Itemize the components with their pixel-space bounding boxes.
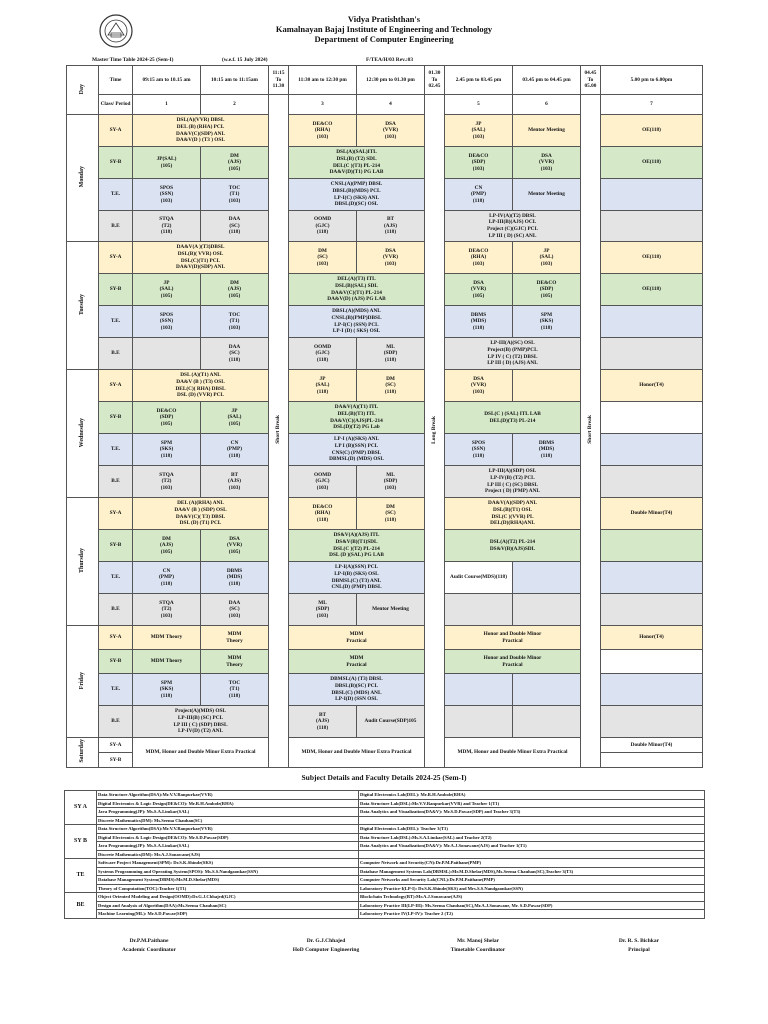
lab-cell: MDM Practical [289, 626, 425, 650]
lecture-cell: DAA (SC) (118) [201, 211, 269, 242]
empty-cell [513, 706, 581, 738]
class-sya: SY-A [99, 242, 133, 274]
lab-cell: Honor and Double Minor Practical [445, 626, 581, 650]
class-sya: SY-A [99, 370, 133, 402]
class-be: B.E [99, 338, 133, 370]
lab-cell: LP-IV(A)(T2) DBSL LP-III(B)(AJS) OCL Project (C)(GJC) PCL LP III ( D) (SC) ANL [445, 211, 581, 242]
lecture-cell: DSA (VVR) (103) [445, 370, 513, 402]
audit-course-cell: Audit Course(SDP)105 [357, 706, 425, 738]
day-header: Day [67, 66, 99, 115]
lab-cell: LP-I (A)(SKS) ANL LP I (B)(SSN) PCL CNS(C) (PMP) DBSL DBMSL(D) (MDS) OSL [289, 434, 425, 466]
subject-entry: Data Structure Lab(DSL):Mr.V.V.Ranpurkar(VVR) and Teacher 1(T1) [359, 799, 705, 808]
time-slot: 01.30 To 02.45 [425, 66, 445, 95]
empty-cell [601, 338, 703, 370]
subject-entry: Digital Electronics Lab(DEL): Teacher 3(T3) [359, 825, 705, 834]
day-wednesday: Wednesday [67, 370, 99, 498]
lecture-cell: JP (SAL) (103) [513, 242, 581, 274]
class-sya: SY-A [99, 498, 133, 530]
subject-entry: Theory of Computation(TOC):Teacher 1(T1) [97, 884, 359, 893]
lecture-cell: SPOS (SSN) (103) [133, 306, 201, 338]
lecture-cell: DE&CO (SDP) (105) [133, 402, 201, 434]
empty-cell [601, 179, 703, 211]
period-number: 2 [201, 95, 269, 115]
lecture-cell: DBMS (MDS) (118) [445, 306, 513, 338]
empty-cell [133, 338, 201, 370]
lab-cell: DSL(C ) (SAL) ITL LAB DEL(D)(T3) PL-214 [445, 402, 581, 434]
master-timetable [66, 65, 703, 768]
lecture-cell: DE&CO (RHA) (118) [289, 498, 357, 530]
lab-cell: CNSL(A)(PMP) DBSL DBSL(B)(MDS) PCL LP-I(C) (SKS) ANL DBSL(D)(SC) OSL [289, 179, 425, 211]
subject-entry: Digital Electronics & Logic Design(DE&CO): Mr.S.D.Pawar(SDP) [97, 833, 359, 842]
lecture-cell: OOMD (GJC) (103) [289, 466, 357, 498]
signatory-name: Dr. G.J.Chhajed [306, 938, 346, 944]
document-code: F/TEA/H/03 Rev.:03 [366, 57, 414, 63]
signatory-name: Dr.P.M.Paithane [129, 938, 169, 944]
double-minor-cell: Double Minor(T4) [601, 738, 703, 753]
short-break-2: Short Break [581, 95, 601, 768]
time-slot: 10:15 am to 11:15am [201, 66, 269, 95]
lecture-cell: BT (AJS) (118) [357, 211, 425, 242]
wef-date: (w.e.f. 15 July 2024) [222, 57, 268, 63]
extra-practical-cell: MDM, Honor and Double Minor Extra Practical [445, 738, 581, 768]
empty-cell [513, 674, 581, 706]
subject-entry: Digital Electronics & Logic Design(DE&CO): Mr.R.H.Ambole(RHA) [97, 799, 359, 808]
lecture-cell: DAA (SC) (118) [201, 338, 269, 370]
signatory-name: Mr. Manoj Shelar [456, 938, 500, 944]
empty-cell [601, 402, 703, 434]
class-sya: SY-A [99, 626, 133, 650]
lecture-cell: STQA (T2) (118) [133, 211, 201, 242]
lecture-cell: DM (AJS) (105) [201, 147, 269, 179]
lecture-cell: DM (SC) (103) [289, 242, 357, 274]
empty-cell [601, 466, 703, 498]
empty-cell [513, 562, 581, 594]
time-slot: 11:30 am to 12:30 pm [289, 66, 357, 95]
double-minor-cell: Double Minor(T4) [601, 498, 703, 530]
signature-academic-coordinator [104, 937, 194, 955]
lab-cell: DBMSL(A) (T3) DBSL DBSL(B)(SC) PCL DBSL(C) (MDS) ANL LP-I(D) (SSN OSL [289, 674, 425, 706]
lecture-cell: STQA (T2) (103) [133, 594, 201, 626]
time-slot: 2.45 pm to 03.45 pm [445, 66, 513, 95]
subject-entry: Laboratory Practice IV(LP-IV): Teacher 2 (T2) [359, 910, 705, 919]
subject-entry: Computer Network and Security(CN):Dr.P.M.Paithane(PMP) [359, 859, 705, 868]
lecture-cell: DE&CO (RHA) (103) [445, 242, 513, 274]
mentor-meeting-cell: Mentor Meeting [513, 115, 581, 147]
lecture-cell: MDM Theory [201, 626, 269, 650]
subject-entry: Database Management Systems Lab(DBMSL):Mr.M.D.Shelar(MDS),Ms.Seema Chauhan(SC),Teacher 3(T3) [359, 867, 705, 876]
period-number: 6 [513, 95, 581, 115]
lecture-cell: BT (AJS) (118) [289, 706, 357, 738]
empty-cell [445, 674, 513, 706]
lecture-cell: TOC (T1) (118) [201, 674, 269, 706]
subject-entry: Machine Learning(ML): Mr.S.D.Pawar(SDP) [97, 910, 359, 919]
empty-cell [601, 434, 703, 466]
subject-details-table [64, 790, 705, 919]
day-monday: Monday [67, 115, 99, 242]
lab-cell: Project(A)(MDS) OSL LP-III(B) (SC) PCL LP III ( C) (SDP) DBSL LP-IV(D) (T2) ANL [133, 706, 269, 738]
class-syb: SY-B [99, 147, 133, 179]
lecture-cell: CN (PMP) (118) [445, 179, 513, 211]
lecture-cell: CN (PMP) (118) [201, 434, 269, 466]
empty-cell [445, 594, 513, 626]
lab-cell: DSL (A)(T1) ANL DA&V (B ) (T3) OSL DEL(C)( RHA) DBSL DSL (D) (VVR) PCL [133, 370, 269, 402]
empty-cell [601, 650, 703, 674]
class-syb: SY-B [99, 753, 133, 768]
class-sya: SY-A [99, 738, 133, 753]
open-elective-cell: OE(118) [601, 147, 703, 179]
year-label: BE [65, 893, 97, 919]
subject-entry: Discrete Mathematics(DM): Ms.Seema Chauhan(SC) [97, 816, 359, 825]
day-thursday: Thursday [67, 498, 99, 626]
long-break: Long Break [425, 95, 445, 768]
period-number: 3 [289, 95, 357, 115]
subject-entry: Laboratory Practice-I(LP-I): Dr.S.K.Shinde(SKS) and Mrs.S.S.Nandgaonkar(SSN) [359, 884, 705, 893]
subject-entry: Data Structure Lab(DSL):Ms.S.A.Limkar(SAL) and Teacher 2(T2) [359, 833, 705, 842]
signatory-name: Dr. R. S. Bichkar [618, 938, 660, 944]
institute-header [0, 14, 768, 44]
open-elective-cell: OE(118) [601, 274, 703, 306]
class-period-header: Class/ Period [99, 95, 133, 115]
lecture-cell: MDM Theory [133, 626, 201, 650]
lecture-cell: DBMS (MDS) (118) [513, 434, 581, 466]
year-label: SY A [65, 791, 97, 825]
period-number: 5 [445, 95, 513, 115]
lab-cell: DSL(A)(SAL)ITL DSL(B) (T2) SDL DEL(C )(T3) PL-214 DA&V(D)(T1) PG LAB [289, 147, 425, 179]
subject-entry: Data Structure Algorithm(DSA):Mr.V.V.Ranpurkar(VVR) [97, 791, 359, 800]
subject-entry: Java Programming(JP): Ms.S.A.Limkar(SAL) [97, 842, 359, 851]
lecture-cell: CN (PMP) (118) [133, 562, 201, 594]
empty-cell [601, 211, 703, 242]
lecture-cell: DM (SC) (118) [357, 370, 425, 402]
lecture-cell: DBMS (MDS) (118) [201, 562, 269, 594]
open-elective-cell: OE(118) [601, 115, 703, 147]
day-saturday: Saturday [67, 738, 99, 768]
lecture-cell: JP (SAL) (118) [289, 370, 357, 402]
lecture-cell: DSA (VVR) (103) [357, 242, 425, 274]
lecture-cell: JP (SAL) (105) [133, 274, 201, 306]
lab-cell: DA&V(A )(T3)DBSL DSL(B)( VVR) OSL DSL(C)(T1) PCL DA&V(D)(SDP) ANL [133, 242, 269, 274]
subject-entry: Data Structure Algorithm(DSA):Mr.V.V.Ranpurkar(VVR) [97, 825, 359, 834]
year-label: TE [65, 859, 97, 893]
signature-principal [604, 937, 674, 955]
lecture-cell: OOMD (GJC) (118) [289, 338, 357, 370]
mentor-meeting-cell: Mentor Meeting [357, 594, 425, 626]
lab-cell: Honor and Double Minor Practical [445, 650, 581, 674]
subject-entry: Software Project Management(SPM): Dr.S.K.Shinde(SKS) [97, 859, 359, 868]
lecture-cell: DE&CO (SDP) (105) [513, 274, 581, 306]
honor-cell: Honor(T4) [601, 370, 703, 402]
class-te: T.E. [99, 562, 133, 594]
class-be: B.E [99, 211, 133, 242]
empty-cell [601, 674, 703, 706]
lecture-cell: SPOS (SSN) (103) [133, 179, 201, 211]
extra-practical-cell: MDM, Honor and Double Minor Extra Practical [289, 738, 425, 768]
class-syb: SY-B [99, 650, 133, 674]
lecture-cell: TOC (T1) (103) [201, 306, 269, 338]
lab-cell: DA&V(A)(T1) ITL DEL(B)(T3) ITL DA&V(C)(AJS)PL-214 DSL(D)(T2) PG Lab [289, 402, 425, 434]
empty-cell [601, 706, 703, 738]
lab-cell: DEL (A)(RHA) ANL DA&V (B ) (SDP) OSL DA&V(C)( T3) DBSL DSL (D) (T1) PCL [133, 498, 269, 530]
lecture-cell: DSA (VVR) (103) [357, 115, 425, 147]
signature-hod [266, 937, 386, 955]
lecture-cell: SPM (SKS) (118) [133, 674, 201, 706]
empty-cell [601, 562, 703, 594]
subject-entry: Laboratory Practice III(LP-III): Ms.Seema Chauhan(SC),Mr.A.J.Sonawane, Mr. S.D.Pawar(SDP) [359, 901, 705, 910]
lab-cell: DS&V(A)(AJS) ITL DS&V(B)(T1)SDL DSL(C )(T2) PL-214 DSL (D )(SAL) PG LAB [289, 530, 425, 562]
class-be: B.E [99, 466, 133, 498]
empty-cell [601, 306, 703, 338]
class-te: T.E. [99, 434, 133, 466]
lecture-cell: ML (SDP) (103) [357, 466, 425, 498]
time-slot: 04.45 To 05.00 [581, 66, 601, 95]
lab-cell: DBSL(A)(MDS) ANL CNSL(B)(PMP)DBSL LP-I(C) (SSN) PCL LP-I (D) ( SKS) OSL [289, 306, 425, 338]
time-slot: 03.45 pm to 04.45 pm [513, 66, 581, 95]
empty-cell [601, 530, 703, 562]
lab-cell: LP-III(A)(SC) OSL Project(B) (PMP)PCL LP IV ( C) (T2) DBSL LP III ( D) (AJS) ANL [445, 338, 581, 370]
trust-name: Vidya Pratishthan's [347, 14, 421, 24]
empty-cell [445, 706, 513, 738]
lecture-cell: DE&CO (SDP) (103) [445, 147, 513, 179]
lecture-cell: DSA (VVR) (103) [513, 147, 581, 179]
class-te: T.E. [99, 179, 133, 211]
lecture-cell: DM (AJS) (105) [133, 530, 201, 562]
time-slot: 12:30 pm to 01.30 pm [357, 66, 425, 95]
lab-cell: LP-III(A)(SDP) OSL LP-IV(B) (T2) PCL LP III ( C) (SC) DBSL Project ( D) (PMP) ANL [445, 466, 581, 498]
period-number: 4 [357, 95, 425, 115]
class-be: B.E [99, 594, 133, 626]
subject-entry: Database Management System(DBMS):Mr.M.D.Shelar(MDS) [97, 876, 359, 885]
lab-cell: LP-I(A)(SSN) PCL LP-I(B) (SKS) OSL DBMSL(C) (T3) ANL CNL(D) (PMP) DBSL [289, 562, 425, 594]
open-elective-cell: OE(118) [601, 242, 703, 274]
lecture-cell: DM (AJS) (105) [201, 274, 269, 306]
subject-entry: Systems Programming and Operating System(SPOS): Ms.S.S.Nandgaonkar(SSN) [97, 867, 359, 876]
lecture-cell: JP (SAL) (103) [445, 115, 513, 147]
lab-cell: DSL(A)(T2) PL-214 DS&V(B)(AJS)SDL [445, 530, 581, 562]
time-slot: 09:15 am to 10.15 am [133, 66, 201, 95]
empty-cell [513, 594, 581, 626]
subject-entry: Data Analytics and Visualization(DA&V): Mr.S.D.Pawar(SDP) and Teacher 3(T3) [359, 808, 705, 817]
lecture-cell: DE&CO (RHA) (103) [289, 115, 357, 147]
subject-entry: Data Analytics and Visualization(DA&V): Mr.A.J.Sonawane(AJS) and Teacher 1(T1) [359, 842, 705, 851]
lab-cell: DA&V(A)(SDP) ANL DSL(B)(T1) OSL DSL(C )(VVR) PL DEL(D)(RHA)ANL [445, 498, 581, 530]
subject-entry: Object Oriented Modeling and Design(OOMD):Dr.G.J.Chhajed(GJC) [97, 893, 359, 902]
honor-cell: Honor(T4) [601, 626, 703, 650]
class-te: T.E. [99, 674, 133, 706]
lecture-cell: SPM (SKS) (118) [513, 306, 581, 338]
time-slot: 11:15 To 11.30 [269, 66, 289, 95]
lecture-cell: JP (SAL) (105) [201, 402, 269, 434]
lecture-cell: TOC (T1) (103) [201, 179, 269, 211]
signatory-role: HoD Computer Engineering [292, 947, 360, 953]
lab-cell: DEL(A)(T3) ITL DSL(B)(SAL) SDL DA&V(C)(T1) PL-214 DA&V(D) (AJS) PG LAB [289, 274, 425, 306]
signatory-role: Principal [628, 947, 650, 953]
extra-practical-cell: MDM, Honor and Double Minor Extra Practical [133, 738, 269, 768]
institute-name: Kamalnayan Bajaj Institute of Engineering and Technology [275, 24, 493, 34]
period-number: 1 [133, 95, 201, 115]
audit-course-cell: Audit Course(MDS)(118) [445, 562, 513, 594]
short-break-1: Short Break [269, 95, 289, 768]
subject-entry: Computer Networks and Security Lab(CNL):Dr.P.M.Paithane(PMP) [359, 876, 705, 885]
day-friday: Friday [67, 626, 99, 738]
lecture-cell: JP(SAL) (105) [133, 147, 201, 179]
lecture-cell: ML (SDP) (118) [357, 338, 425, 370]
class-be: B.E [99, 706, 133, 738]
lecture-cell: MDM Theory [133, 650, 201, 674]
lecture-cell: SPM (SKS) (118) [133, 434, 201, 466]
signature-timetable-coordinator [428, 937, 528, 955]
lab-cell: DSL(A)(VVR) DBSL DEL (B) (RHA) PCL DA&V(C)(SDP) ANL DA&V(D ) (T3 ) OSL [133, 115, 269, 147]
time-slot: 5.00 pm to 6.00pm [601, 66, 703, 95]
class-syb: SY-B [99, 274, 133, 306]
day-tuesday: Tuesday [67, 242, 99, 370]
lecture-cell: DSA (VVR) (105) [445, 274, 513, 306]
period-number: 7 [601, 95, 703, 115]
subject-entry: Blockchain Technology(BT):Mr.A.J.Sonawane(AJS) [359, 893, 705, 902]
class-te: T.E. [99, 306, 133, 338]
lecture-cell: BT (AJS) (103) [201, 466, 269, 498]
subject-entry: Discrete Mathematics(DM): Mr.A.J.Sonawane(AJS) [97, 850, 359, 859]
class-sya: SY-A [99, 115, 133, 147]
class-syb: SY-B [99, 530, 133, 562]
year-label: SY B [65, 825, 97, 859]
lecture-cell: OOMD (GJC) (118) [289, 211, 357, 242]
signatory-role: Timetable Coordinator [450, 947, 506, 953]
lecture-cell: ML (SDP) (103) [289, 594, 357, 626]
mentor-meeting-cell: Mentor Meeting [513, 179, 581, 211]
subject-entry [359, 850, 705, 859]
empty-cell [601, 753, 703, 768]
lab-cell: MDM Practical [289, 650, 425, 674]
lecture-cell: SPOS (SSN) (118) [445, 434, 513, 466]
time-header: Time [99, 66, 133, 95]
timetable-title: Master Time Table 2024-25 (Sem-I) [92, 57, 174, 63]
lecture-cell: MDM Theory [201, 650, 269, 674]
subject-entry: Digital Electronics Lab(DEL): Mr.R.H.Ambole(RHA) [359, 791, 705, 800]
department-name: Department of Computer Engineering [314, 34, 454, 44]
subject-details-title: Subject Details and Faculty Details 2024-25 (Sem-I) [301, 773, 467, 782]
subject-entry: Java Programming(JP): Ms.S.A.Limkar(SAL) [97, 808, 359, 817]
subject-entry [359, 816, 705, 825]
lecture-cell: DSA (VVR) (105) [201, 530, 269, 562]
lecture-cell: STQA (T2) (103) [133, 466, 201, 498]
lecture-cell: DAA (SC) (103) [201, 594, 269, 626]
lecture-cell: DM (SC) (118) [357, 498, 425, 530]
empty-cell [601, 594, 703, 626]
signatory-role: Academic Coordinator [122, 947, 176, 953]
class-syb: SY-B [99, 402, 133, 434]
empty-cell [513, 370, 581, 402]
subject-entry: Design and Analysis of Algorithm(DAA):Ms.Seema Chauhan(SC) [97, 901, 359, 910]
